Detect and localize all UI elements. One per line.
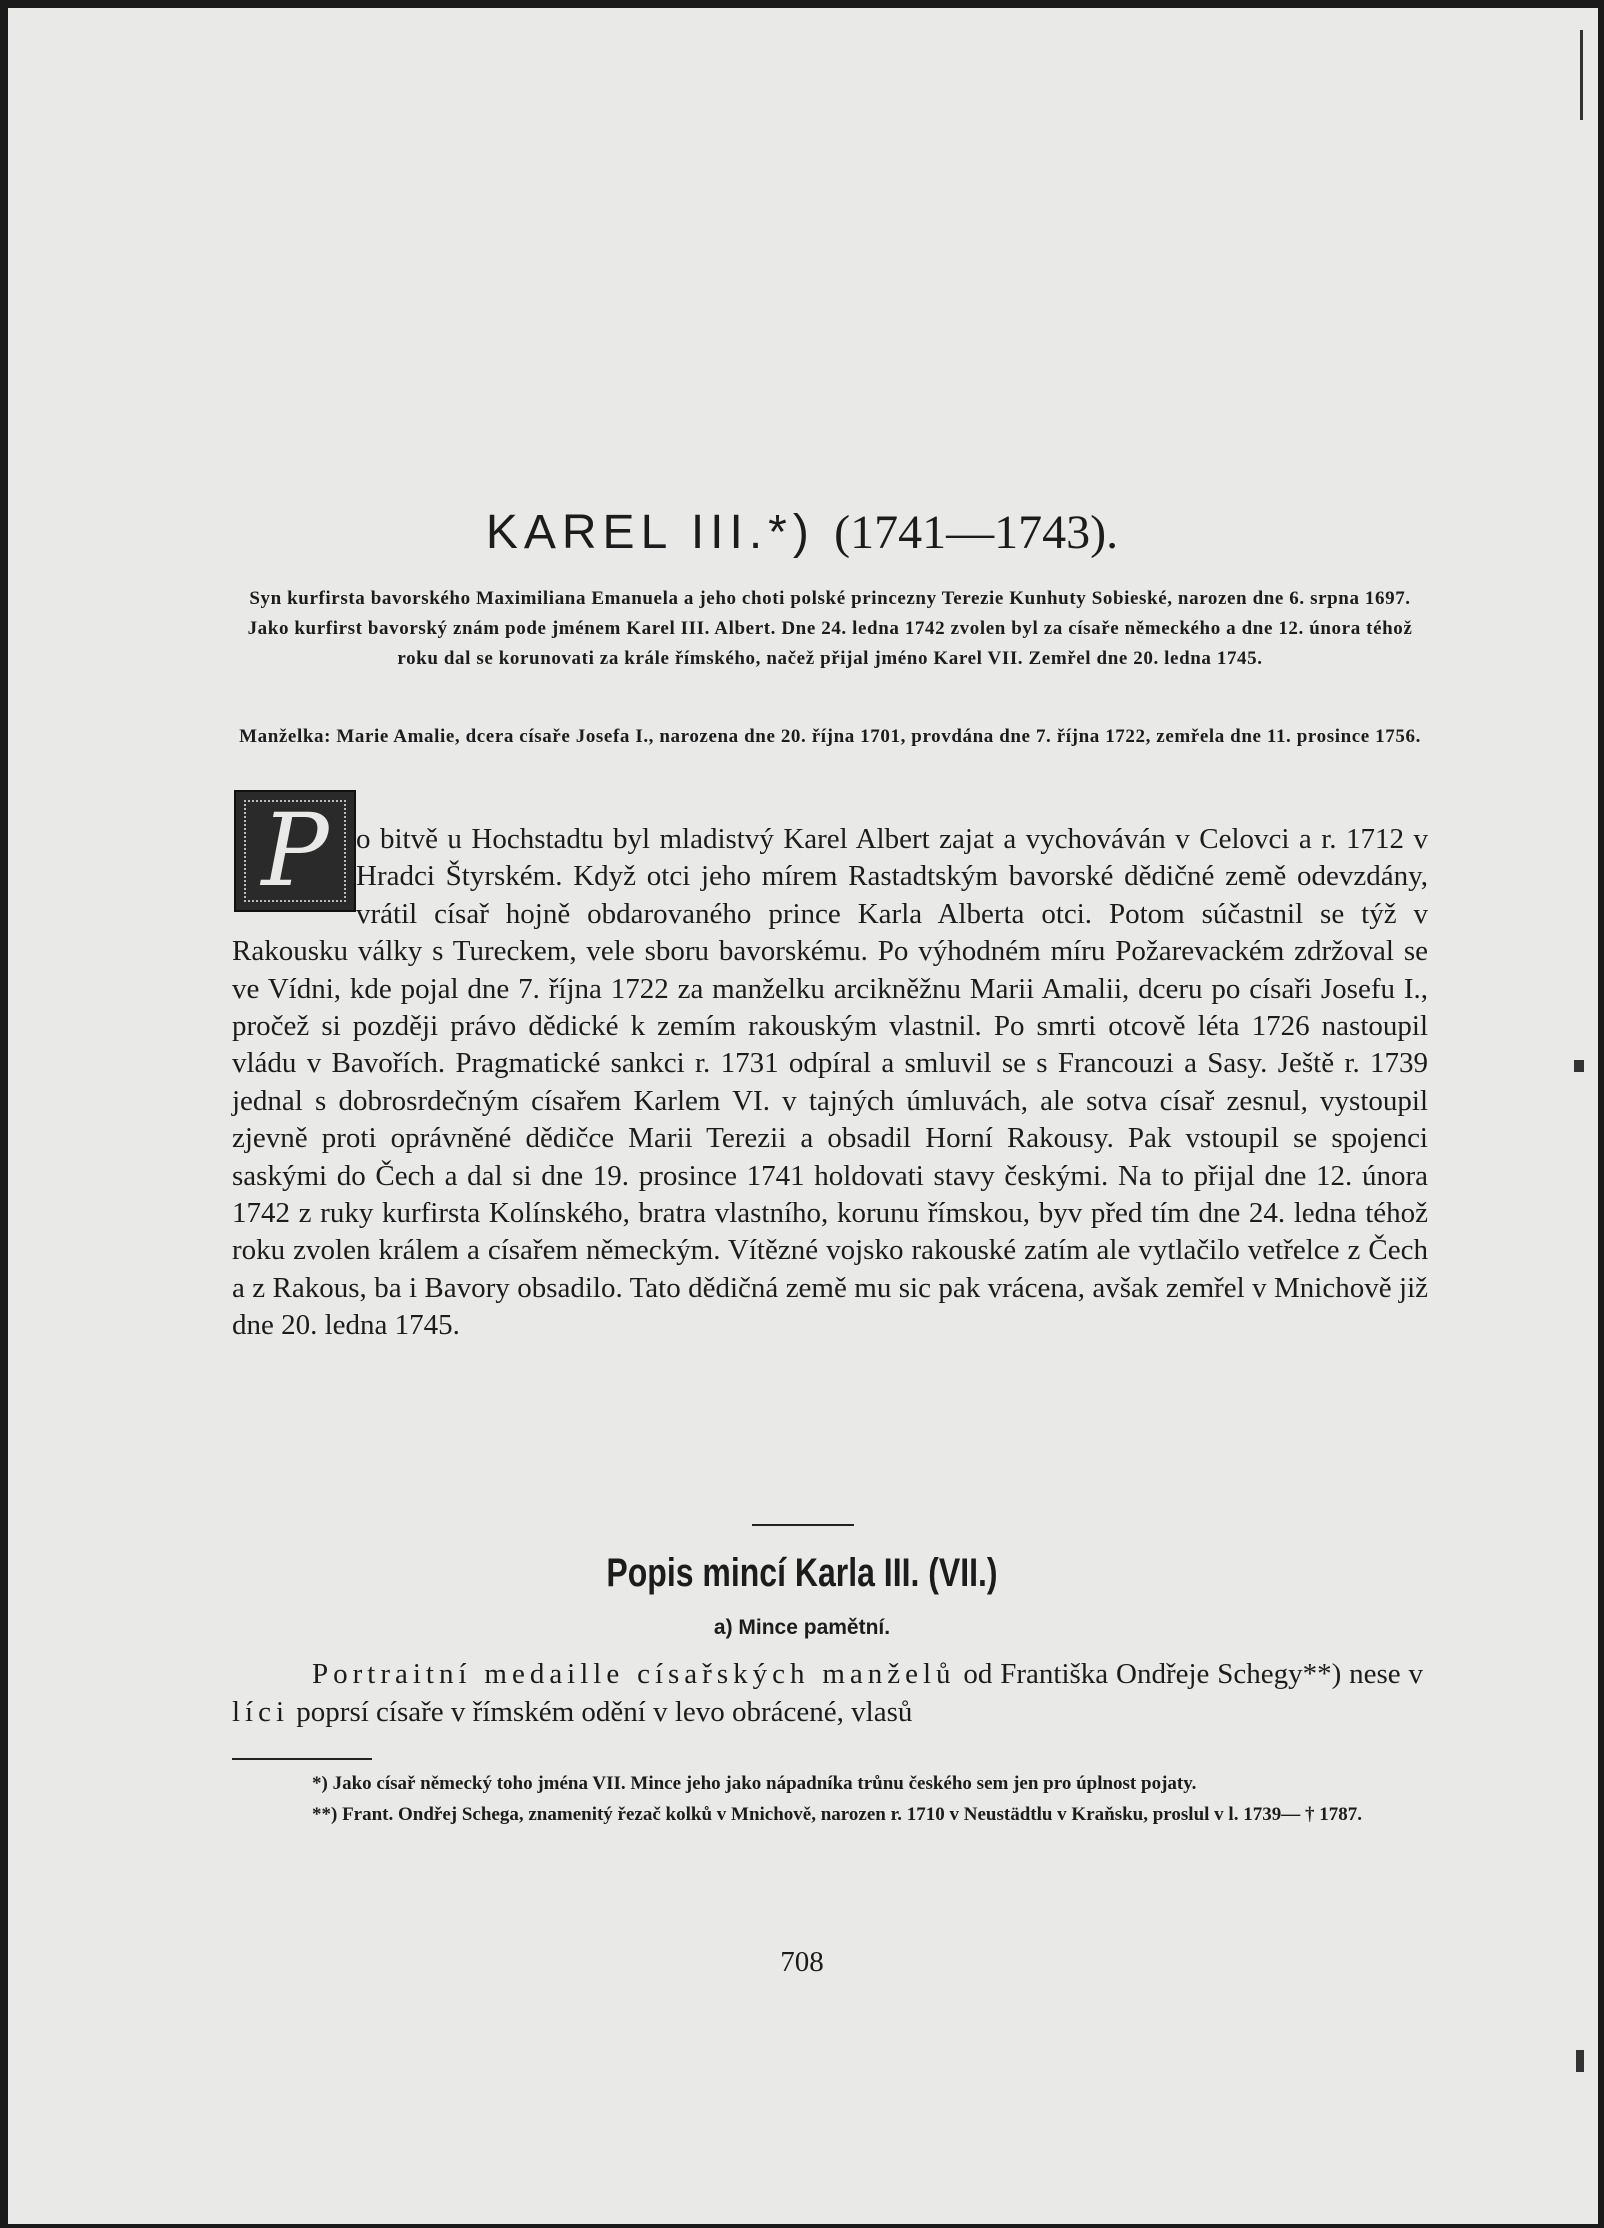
section-title: Popis mincí Karla III. (VII.) — [606, 1551, 998, 1595]
page-number: 708 — [780, 1946, 824, 1978]
main-paragraph — [232, 821, 1428, 1345]
initial-letter: P — [261, 792, 329, 909]
title-years: (1741—1743). — [834, 506, 1119, 559]
coin-description-paragraph — [232, 1655, 1428, 1731]
page-title — [0, 505, 1604, 560]
biography-summary: Syn kurfirsta bavorského Maximiliana Emanuela a jeho choti polské princezny Terezie Kunhuty Sobieské, narozen dne 6. srpna 1697. Jako kurfirst bavorský znám pode jménem Karel III. Albert. Dne 24. ledna 1742 zvolen byl za císaře německého a dne 12. února téhož roku dal se korunovati za krále římského, načež přijal jméno Karel VII. Zemřel dne 20. ledna 1745. — [247, 588, 1413, 669]
scan-edge-mark — [1580, 30, 1583, 120]
scan-edge-mark — [1576, 2050, 1584, 2072]
section-divider — [752, 1524, 854, 1526]
subsection-title: a) Mince pamětní. — [713, 1616, 891, 1639]
text-1: od Františka Ondřeje Schegy**) nese — [955, 1658, 1409, 1690]
footnote-1: *) Jako císař německý toho jména VII. Mince jeho jako nápadníka trůnu českého sem jen pro úplnost pojaty. — [312, 1773, 1197, 1794]
spaced-text-2: v líci — [232, 1658, 1428, 1728]
text-2: poprsí císaře v římském odění v levo obrácené, vlasů — [289, 1696, 913, 1728]
spaced-text-1: Portraitní medaille císařských manželů — [312, 1658, 956, 1690]
footnote-divider — [232, 1758, 372, 1760]
footnote-2: **) Frant. Ondřej Schega, znamenitý řezač kolků v Mnichově, narozen r. 1710 v Neustädtlu v Kraňsku, proslul v l. 1739— † 1787. — [312, 1804, 1362, 1825]
footnotes — [232, 1768, 1428, 1830]
scan-edge-mark — [1574, 1060, 1584, 1072]
spouse-summary: Manželka: Marie Amalie, dcera císaře Josefa I., narozena dne 20. října 1701, provdána dne 7. října 1722, zemřela dne 11. prosince 1756. — [239, 726, 1421, 747]
title-name: KAREL III.*) — [485, 506, 815, 559]
main-paragraph-text: o bitvě u Hochstadtu byl mladistvý Karel Albert zajat a vychováván v Celovci a r. 1712 v Hradci Štyrském. Když otci jeho mírem Rastadtským bavorské dědičné země odevzdány, vrátil císař hojně obdarovaného prince Karla Alberta otci. Potom súčastnil se týž v Rakousku války s Tureckem, vele sboru bavorskému. Po výhodném míru Požarevackém zdržoval se ve Vídni, kde pojal dne 7. října 1722 za manželku arcikněžnu Marii Amalii, dceru po císaři Josefu I., pročež si později právo dědické k zemím rakouským vlastnil. Po smrti otcově léta 1726 nastoupil vládu v Bavořích. Pragmatické sankci r. 1731 odpíral a smluvil se s Francouzi a Sasy. Ještě r. 1739 jednal s dobrosrdečným císařem Karlem VI. v tajných úmluvách, ale sotva císař zesnul, vystoupil zjevně proti oprávněné dědičce Marii Terezii a obsadil Horní Rakousy. Pak vstoupil se spojenci saskými do Čech a dal si dne 19. prosince 1741 holdovati stavy českými. Na to přijal dne 12. února 1742 z ruky kurfirsta Kolínského, bratra vlastního, korunu římskou, byv před tím dne 24. ledna téhož roku zvolen králem a císařem německým. Vítězné vojsko rakouské zatím ale vytlačilo vetřelce z Čech a z Rakous, ba i Bavory obsadilo. Tato dědičná země mu sic pak vrácena, avšak zemřel v Mnichově již dne 20. ledna 1745. — [232, 823, 1428, 1342]
